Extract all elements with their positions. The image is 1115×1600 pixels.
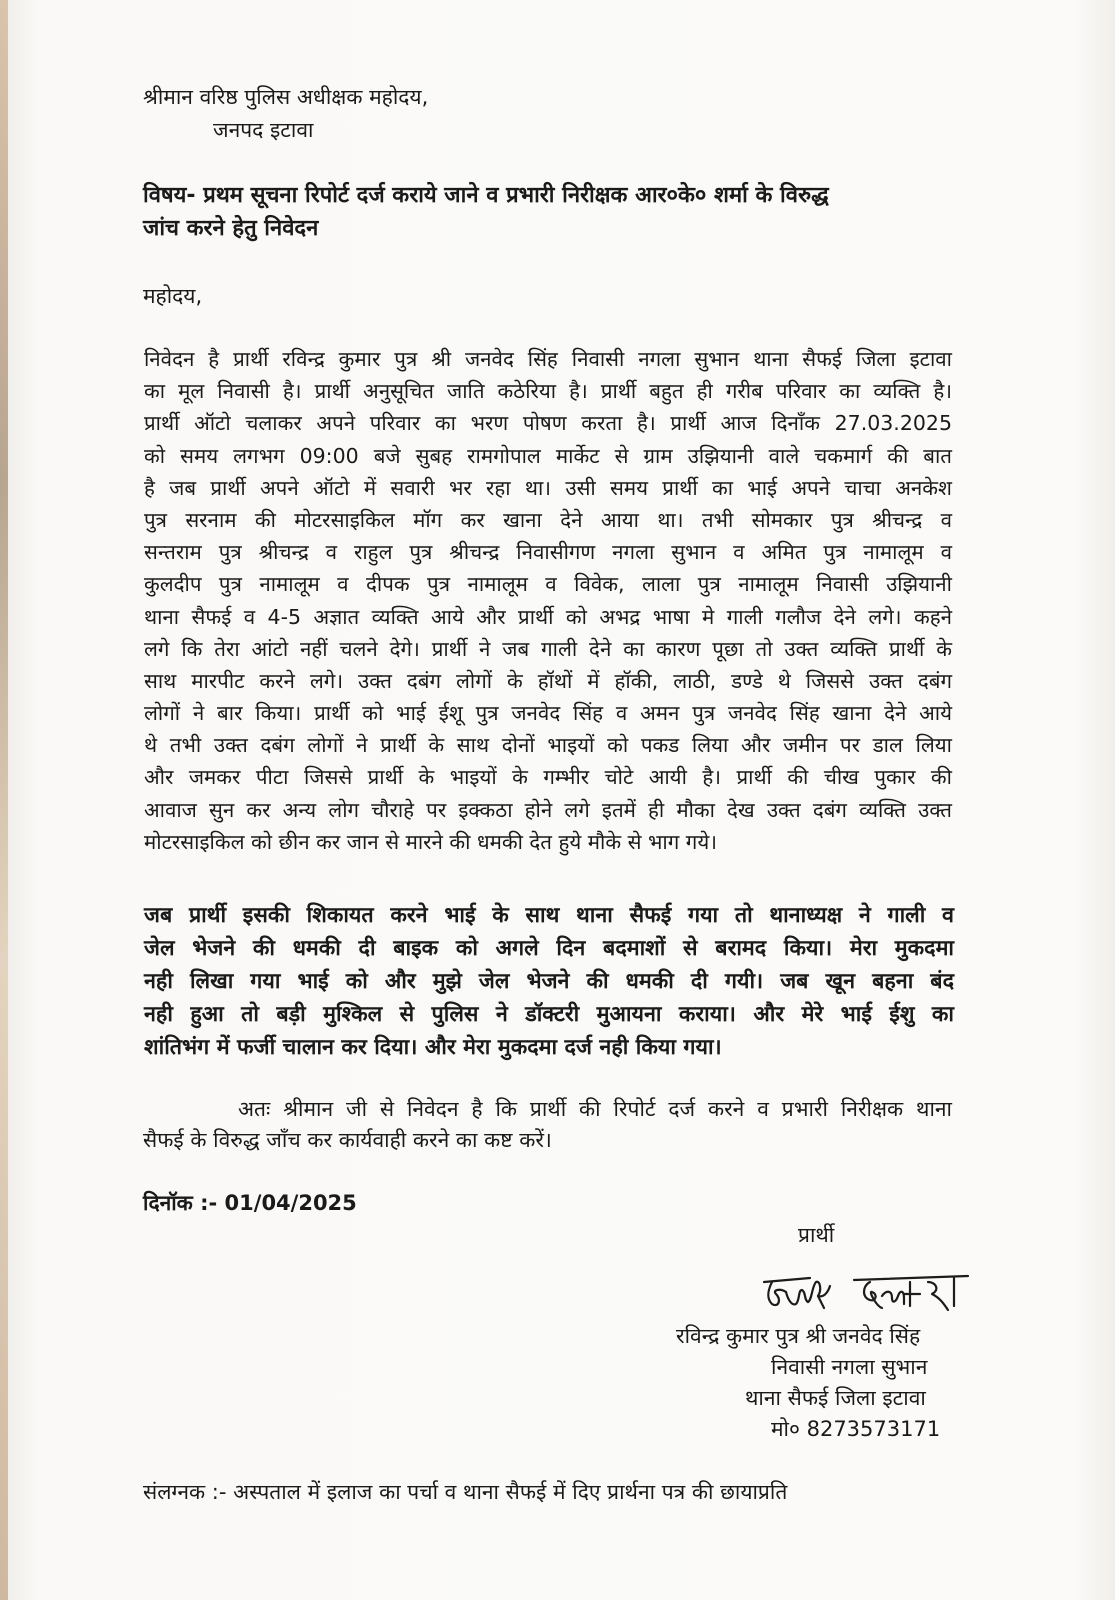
body-line: निवेदन है प्रार्थी रविन्द्र कुमार पुत्र श्री जनवेद सिंह निवासी नगला सुभान थाना सैफई जिला इटावा [144,347,952,371]
body-line-bold: शांतिभंग में फर्जी चालान कर दिया। और मेरा मुकदमा दर्ज नही किया गया। [144,1035,722,1060]
body-line: और जमकर पीटा जिससे प्रार्थी के भाइयों के गम्भीर चोटे आयी है। प्रार्थी की चीख पुकार की [144,765,952,790]
subject-line-1: विषय- प्रथम सूचना रिपोर्ट दर्ज कराये जाने व प्रभारी निरीक्षक आर०के० शर्मा के विरुद्ध [143,183,829,208]
sender-line-1: रविन्द्र कुमार पुत्र श्री जनवेद सिंह [676,1324,921,1348]
signature-drawing [758,1260,978,1320]
addressee-line-2: जनपद इटावा [213,118,314,142]
request-line-2: सैफई के विरुद्ध जाँच कर कार्यवाही करने का कष्ट करें। [143,1128,552,1152]
handwritten-signature [758,1260,978,1320]
body-line: आवाज सुन कर अन्य लोग चौराहे पर इक्कठा होने लगे इतमें ही मौका देख उक्त दबंग व्यक्ति उक्त [144,797,952,822]
body-line: सन्तराम पुत्र श्रीचन्द्र व राहुल पुत्र श्रीचन्द्र निवासीगण नगला सुभान व अमित पुत्र नामालूम व [144,540,952,565]
sender-phone: मो० 8273573171 [771,1417,941,1441]
body-line: थाना सैफई व 4-5 अज्ञात व्यक्ति आये और प्रार्थी को अभद्र भाषा मे गाली गलौज देने लगे। कहने [144,604,952,629]
body-line-bold: जब प्रार्थी इसकी शिकायत करने भाई के साथ थाना सैफई गया तो थानाध्यक्ष ने गाली व [144,903,954,928]
salutation: महोदय, [143,284,203,308]
date-line: दिनॉक :- 01/04/2025 [143,1191,357,1215]
body-line-bold: नही लिखा गया भाई को और मुझे जेल भेजने की धमकी दी गयी। जब खून बहना बंद [144,969,954,994]
sender-line-3: थाना सैफई जिला इटावा [745,1386,926,1410]
addressee-line-1: श्रीमान वरिष्ठ पुलिस अधीक्षक महोदय, [143,85,429,109]
enclosure-note: संलग्नक :- अस्पताल में इलाज का पर्चा व थाना सैफई में दिए प्रार्थना पत्र की छायाप्रति [143,1480,788,1504]
body-line: मोटरसाइकिल को छीन कर जान से मारने की धमकी देत हुये मौके से भाग गये। [144,829,717,854]
sender-line-2: निवासी नगला सुभान [771,1355,928,1379]
body-line: लगे कि तेरा आंटो नहीं चलने देगे। प्रार्थी ने जब गाली देने का कारण पूछा तो उक्त व्यक्ति प्रार्थी के [144,636,952,661]
body-paragraph-1 [144,343,952,858]
body-paragraph-2 [144,899,954,1064]
body-line-bold: नही हुआ तो बड़ी मुश्किल से पुलिस ने डॉक्टरी मुआयना कराया। और मेरे भाई ईशु का [144,1002,954,1027]
body-line: लोगों ने बार किया। प्रार्थी को भाई ईशू पुत्र जनवेद सिंह व अमन पुत्र जनवेद सिंह खाना देने आये [144,701,952,726]
body-line: का मूल निवासी है। प्रार्थी अनुसूचित जाति कठेरिया है। प्रार्थी बहुत ही गरीब परिवार का व्यक्ति है। [144,379,952,404]
body-line: साथ मारपीट करने लगे। उक्त दबंग लोगों के हॉथों में हॉकी, लाठी, डण्डे थे जिससे उक्त दबंग [144,668,952,693]
subject-line-2: जांच करने हेतु निवेदन [143,216,319,241]
body-line: प्रार्थी ऑटो चलाकर अपने परिवार का भरण पोषण करता है। प्रार्थी आज दिनाँक 27.03.2025 [144,411,952,436]
body-line: है जब प्रार्थी अपने ऑटो में सवारी भर रहा था। उसी समय प्रार्थी का भाई अपने चाचा अनकेश [144,475,952,500]
page-edge [0,0,8,1600]
request-line-1: अतः श्रीमान जी से निवेदन है कि प्रार्थी की रिपोर्ट दर्ज करने व प्रभारी निरीक्षक थाना [238,1097,952,1121]
body-line: को समय लगभग 09:00 बजे सुबह रामगोपाल मार्केट से ग्राम उझियानी वाले चकमार्ग की बात [144,443,952,468]
applicant-label: प्रार्थी [798,1223,835,1247]
body-line: थे तभी उक्त दबंग लोगों ने प्रार्थी के साथ दोनों भाइयों को पकड लिया और जमीन पर डाल लिया [144,733,952,758]
body-line-bold: जेल भेजने की धमकी दी बाइक को अगले दिन बदमाशों से बरामद किया। मेरा मुकदमा [144,936,954,961]
body-line: कुलदीप पुत्र नामालूम व दीपक पुत्र नामालूम व विवेक, लाला पुत्र नामालूम निवासी उझियानी [144,572,952,597]
body-line: पुत्र सरनाम की मोटरसाइकिल मॉग कर खाना देने आया था। तभी सोमकार पुत्र श्रीचन्द्र व [144,507,952,532]
